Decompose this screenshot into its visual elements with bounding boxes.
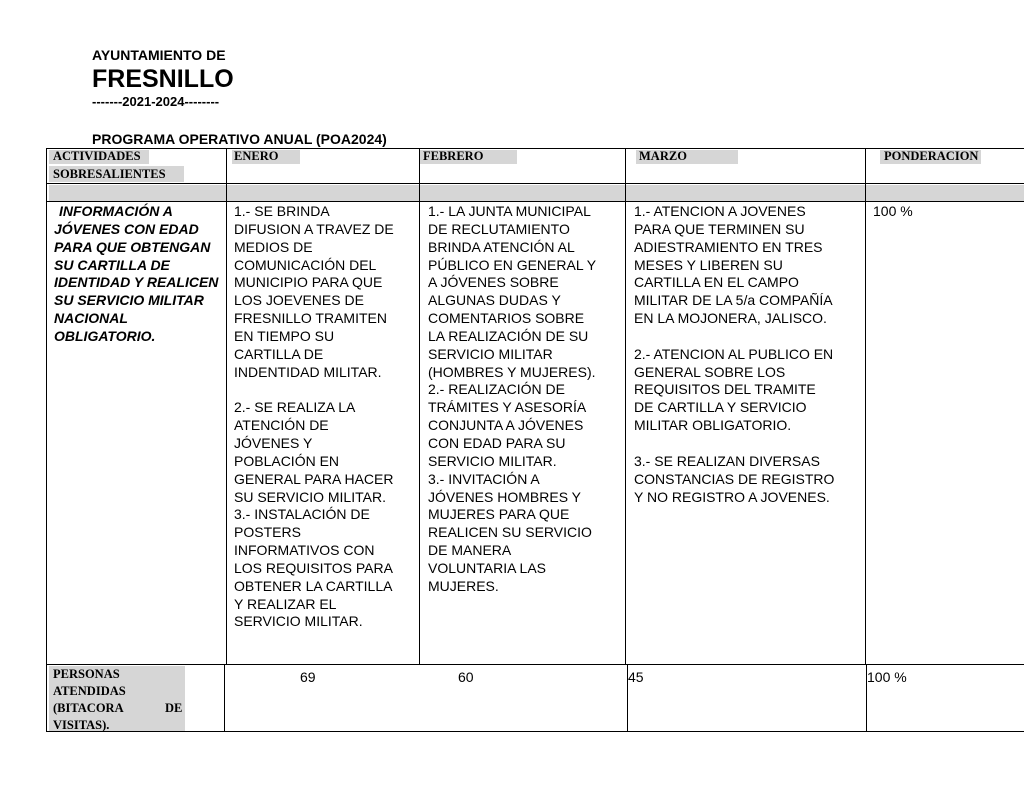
org-city-title: FRESNILLO [92, 65, 234, 93]
personas-label-1: PERSONAS [53, 667, 120, 681]
marzo-activities: 1.- ATENCION A JOVENES PARA QUE TERMINEN SU ADIESTRAMIENTO EN TRES MESES Y LIBEREN SU CARTILLA EN EL CAMPO MILITAR DE LA 5/a COMPAÑÍA EN LA MOJONERA, JALISCO. 2.- ATENCION AL PUBLICO EN GENERAL SOBRE LOS REQUISITOS DEL TRAMITE DE CARTILLA Y SERVICIO MILITAR OBLIGATORIO. 3.- SE REALIZAN DIVERSAS CONSTANCIAS DE REGISTRO Y NO REGISTRO A JOVENES. [634, 203, 835, 505]
org-name-line: AYUNTAMIENTO DE [92, 47, 226, 63]
personas-label-3a: (BITACORA [53, 701, 124, 715]
program-title: PROGRAMA OPERATIVO ANUAL (POA2024) [92, 131, 387, 147]
header-enero: ENERO [234, 149, 279, 163]
personas-label-2: ATENDIDAS [53, 684, 126, 698]
personas-label-3b: DE [165, 701, 183, 715]
header-ponderacion: PONDERACION [884, 149, 979, 163]
header-sobresalientes: SOBRESALIENTES [53, 167, 166, 181]
personas-febrero: 60 [458, 669, 474, 685]
header-actividades: ACTIVIDADES [53, 149, 141, 163]
personas-ponderacion: 100 % [867, 669, 907, 685]
personas-marzo: 45 [628, 669, 644, 685]
header-marzo: MARZO [639, 149, 687, 163]
febrero-activities: 1.- LA JUNTA MUNICIPAL DE RECLUTAMIENTO BRINDA ATENCIÓN AL PÚBLICO EN GENERAL Y A JÓVENES SOBRE ALGUNAS DUDAS Y COMENTARIOS SOBRE LA REALIZACIÓN DE SU SERVICIO MILITAR (HOMBRES Y MUJERES). 2.- REALIZACIÓN DE TRÁMITES Y ASESORÍA CONJUNTA A JÓVENES CON EDAD PARA SU SERVICIO MILITAR. 3.- INVITACIÓN A JÓVENES HOMBRES Y MUJERES PARA QUE REALICEN SU SERVICIO DE MANERA VOLUNTARIA LAS MUJERES. [428, 203, 597, 594]
enero-activities: 1.- SE BRINDA DIFUSION A TRAVEZ DE MEDIOS DE COMUNICACIÓN DEL MUNICIPIO PARA QUE LOS JOEVENES DE FRESNILLO TRAMITEN EN TIEMPO SU CARTILLA DE INDENTIDAD MILITAR. 2.- SE REALIZA LA ATENCIÓN DE JÓVENES Y POBLACIÓN EN GENERAL PARA HACER SU SERVICIO MILITAR. 3.- INSTALACIÓN DE POSTERS INFORMATIVOS CON LOS REQUISITOS PARA OBTENER LA CARTILLA Y REALIZAR EL SERVICIO MILITAR. [234, 203, 394, 630]
activity-description: INFORMACIÓN A JÓVENES CON EDAD PARA QUE OBTENGAN SU CARTILLA DE IDENTIDAD Y REALICEN SU SERVICIO MILITAR NACIONAL OBLIGATORIO. [54, 203, 219, 344]
personas-label-4: VISITAS). [53, 718, 110, 732]
personas-enero: 69 [300, 669, 316, 685]
ponderacion-value: 100 % [873, 203, 913, 219]
header-febrero: FEBRERO [423, 149, 484, 163]
period-line: -------2021-2024-------- [92, 94, 220, 109]
